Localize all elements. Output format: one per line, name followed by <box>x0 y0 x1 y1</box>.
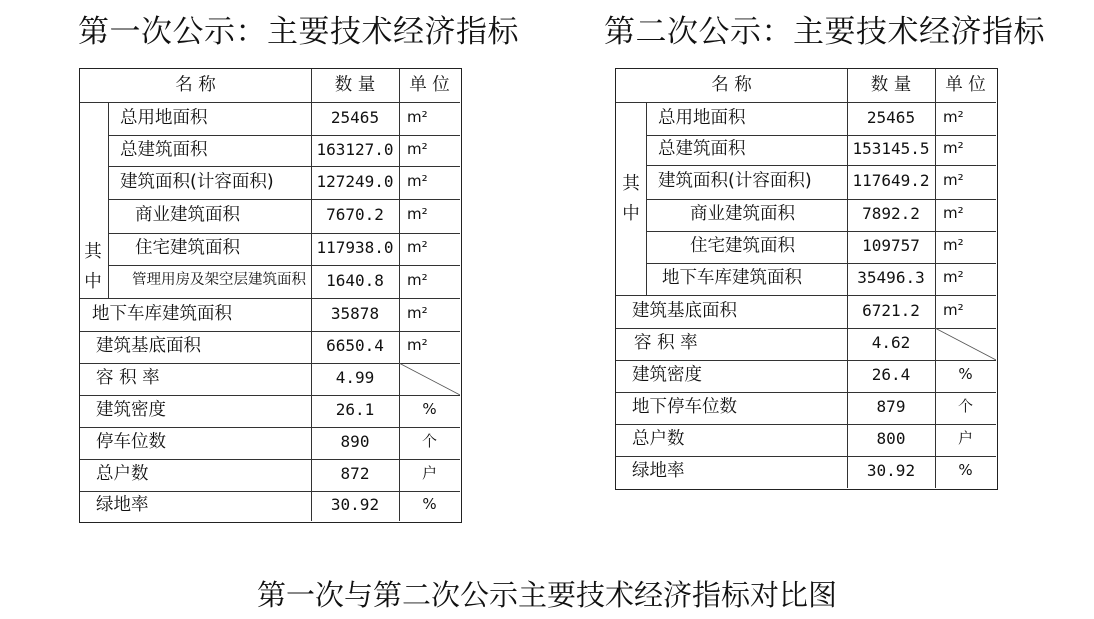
group-label-zhong: 中 <box>84 272 102 292</box>
row-name: 住宅建筑面积 <box>690 236 795 256</box>
row-divider <box>80 298 460 299</box>
row-value: 4.62 <box>871 333 911 352</box>
row-divider <box>108 233 460 234</box>
row-divider <box>80 363 460 364</box>
row-value: 890 <box>340 432 370 451</box>
row-unit: % <box>958 365 973 383</box>
row-name: 建筑面积(计容面积) <box>120 171 274 192</box>
row-divider <box>646 199 996 200</box>
row-divider <box>80 427 460 428</box>
row-name: 建筑密度 <box>96 400 166 420</box>
row-unit: % <box>422 400 437 418</box>
row-value: 879 <box>876 397 906 416</box>
header-unit: 单 位 <box>945 74 986 95</box>
row-unit: m² <box>407 336 428 354</box>
row-divider <box>80 395 460 396</box>
first-publicity-title: 第一次公示：主要技术经济指标 <box>78 14 519 50</box>
row-value: 872 <box>340 464 370 483</box>
row-divider <box>616 424 996 425</box>
row-value: 800 <box>876 429 906 448</box>
row-unit: % <box>422 495 437 513</box>
row-divider <box>80 491 460 492</box>
row-value: 35496.3 <box>857 268 925 287</box>
row-unit: m² <box>943 107 964 126</box>
row-value: 153145.5 <box>852 139 930 158</box>
row-unit: m² <box>407 205 428 223</box>
row-value: 7892.2 <box>862 204 920 223</box>
row-name: 总用地面积 <box>120 107 208 128</box>
column-divider <box>646 199 647 263</box>
row-unit: m² <box>407 303 428 322</box>
row-divider <box>616 328 996 329</box>
second-publicity-title: 第二次公示：主要技术经济指标 <box>604 14 1045 50</box>
row-unit: 户 <box>957 429 973 447</box>
row-name: 管理用房及架空层建筑面积 <box>132 271 306 288</box>
row-divider <box>80 331 460 332</box>
row-name: 建筑基底面积 <box>96 336 201 356</box>
row-name: 总户数 <box>96 464 149 484</box>
row-unit: m² <box>943 139 964 157</box>
group-label-qi: 其 <box>622 174 640 194</box>
column-divider <box>108 199 109 298</box>
row-unit: m² <box>943 268 964 286</box>
row-name: 停车位数 <box>96 432 166 452</box>
row-divider <box>616 392 996 393</box>
column-divider <box>399 69 400 521</box>
empty-unit-diagonal <box>935 328 996 360</box>
row-name: 商业建筑面积 <box>690 204 795 224</box>
row-name: 总建筑面积 <box>120 139 208 160</box>
row-divider <box>616 456 996 457</box>
row-name: 商业建筑面积 <box>135 205 240 225</box>
header-quantity: 数 量 <box>870 74 912 95</box>
row-divider <box>646 135 996 136</box>
row-value: 163127.0 <box>316 139 394 159</box>
row-value: 6650.4 <box>326 336 384 355</box>
row-value: 26.4 <box>871 365 911 384</box>
row-unit: 个 <box>957 397 973 415</box>
row-name: 地下车库建筑面积 <box>662 268 802 288</box>
row-divider <box>646 263 996 264</box>
row-divider <box>646 165 996 166</box>
row-name: 建筑面积(计容面积) <box>658 171 812 191</box>
row-divider <box>616 360 996 361</box>
row-unit: 户 <box>421 464 437 482</box>
row-unit: 个 <box>421 432 437 450</box>
row-value: 127249.0 <box>316 171 394 191</box>
empty-unit-diagonal <box>399 363 460 395</box>
row-unit: m² <box>407 238 428 256</box>
row-value: 117649.2 <box>852 171 930 190</box>
row-value: 1640.8 <box>326 270 384 290</box>
row-divider <box>80 102 460 103</box>
row-unit: m² <box>943 236 964 254</box>
row-name: 建筑基底面积 <box>632 300 737 321</box>
second-indicators-table <box>615 68 998 490</box>
comparison-caption: 第一次与第二次公示主要技术经济指标对比图 <box>256 578 837 612</box>
row-unit: m² <box>943 300 964 319</box>
row-value: 7670.2 <box>326 205 384 224</box>
row-name: 总户数 <box>632 429 685 449</box>
row-value: 30.92 <box>866 461 916 480</box>
row-divider <box>646 231 996 232</box>
row-value: 30.92 <box>330 495 380 514</box>
row-name: 总用地面积 <box>658 107 746 128</box>
row-name: 绿地率 <box>632 461 685 481</box>
row-divider <box>108 135 460 136</box>
header-quantity: 数 量 <box>334 74 376 95</box>
row-name: 总建筑面积 <box>658 139 746 159</box>
row-unit: m² <box>943 171 964 189</box>
row-value: 4.99 <box>335 368 375 387</box>
row-unit: m² <box>407 270 428 289</box>
row-value: 26.1 <box>335 400 375 419</box>
row-name: 绿地率 <box>96 495 149 515</box>
row-value: 35878 <box>330 303 380 323</box>
row-divider <box>108 265 460 266</box>
row-name: 住宅建筑面积 <box>135 238 240 258</box>
row-name: 容 积 率 <box>96 368 160 388</box>
group-label-zhong: 中 <box>622 204 640 224</box>
row-name: 建筑密度 <box>632 365 702 385</box>
column-divider <box>935 69 936 488</box>
row-name: 容 积 率 <box>634 333 698 353</box>
row-name: 地下停车位数 <box>632 397 737 417</box>
row-divider <box>616 295 996 296</box>
row-unit: m² <box>943 204 964 222</box>
header-unit: 单 位 <box>409 74 450 95</box>
group-label-qi: 其 <box>84 242 102 262</box>
row-value: 6721.2 <box>862 300 920 320</box>
first-indicators-table <box>79 68 462 523</box>
row-divider <box>108 199 460 200</box>
row-value: 25465 <box>866 107 916 127</box>
row-unit: m² <box>407 107 428 126</box>
row-value: 117938.0 <box>316 238 394 257</box>
row-name: 地下车库建筑面积 <box>92 303 232 324</box>
row-unit: m² <box>407 171 428 190</box>
row-unit: % <box>958 461 973 479</box>
row-divider <box>108 166 460 167</box>
row-divider <box>80 459 460 460</box>
row-divider <box>616 102 996 103</box>
row-value: 109757 <box>862 236 920 255</box>
column-divider <box>311 69 312 521</box>
header-name: 名 称 <box>175 74 216 95</box>
row-unit: m² <box>407 139 428 158</box>
row-value: 25465 <box>330 107 380 127</box>
header-name: 名 称 <box>711 74 752 95</box>
